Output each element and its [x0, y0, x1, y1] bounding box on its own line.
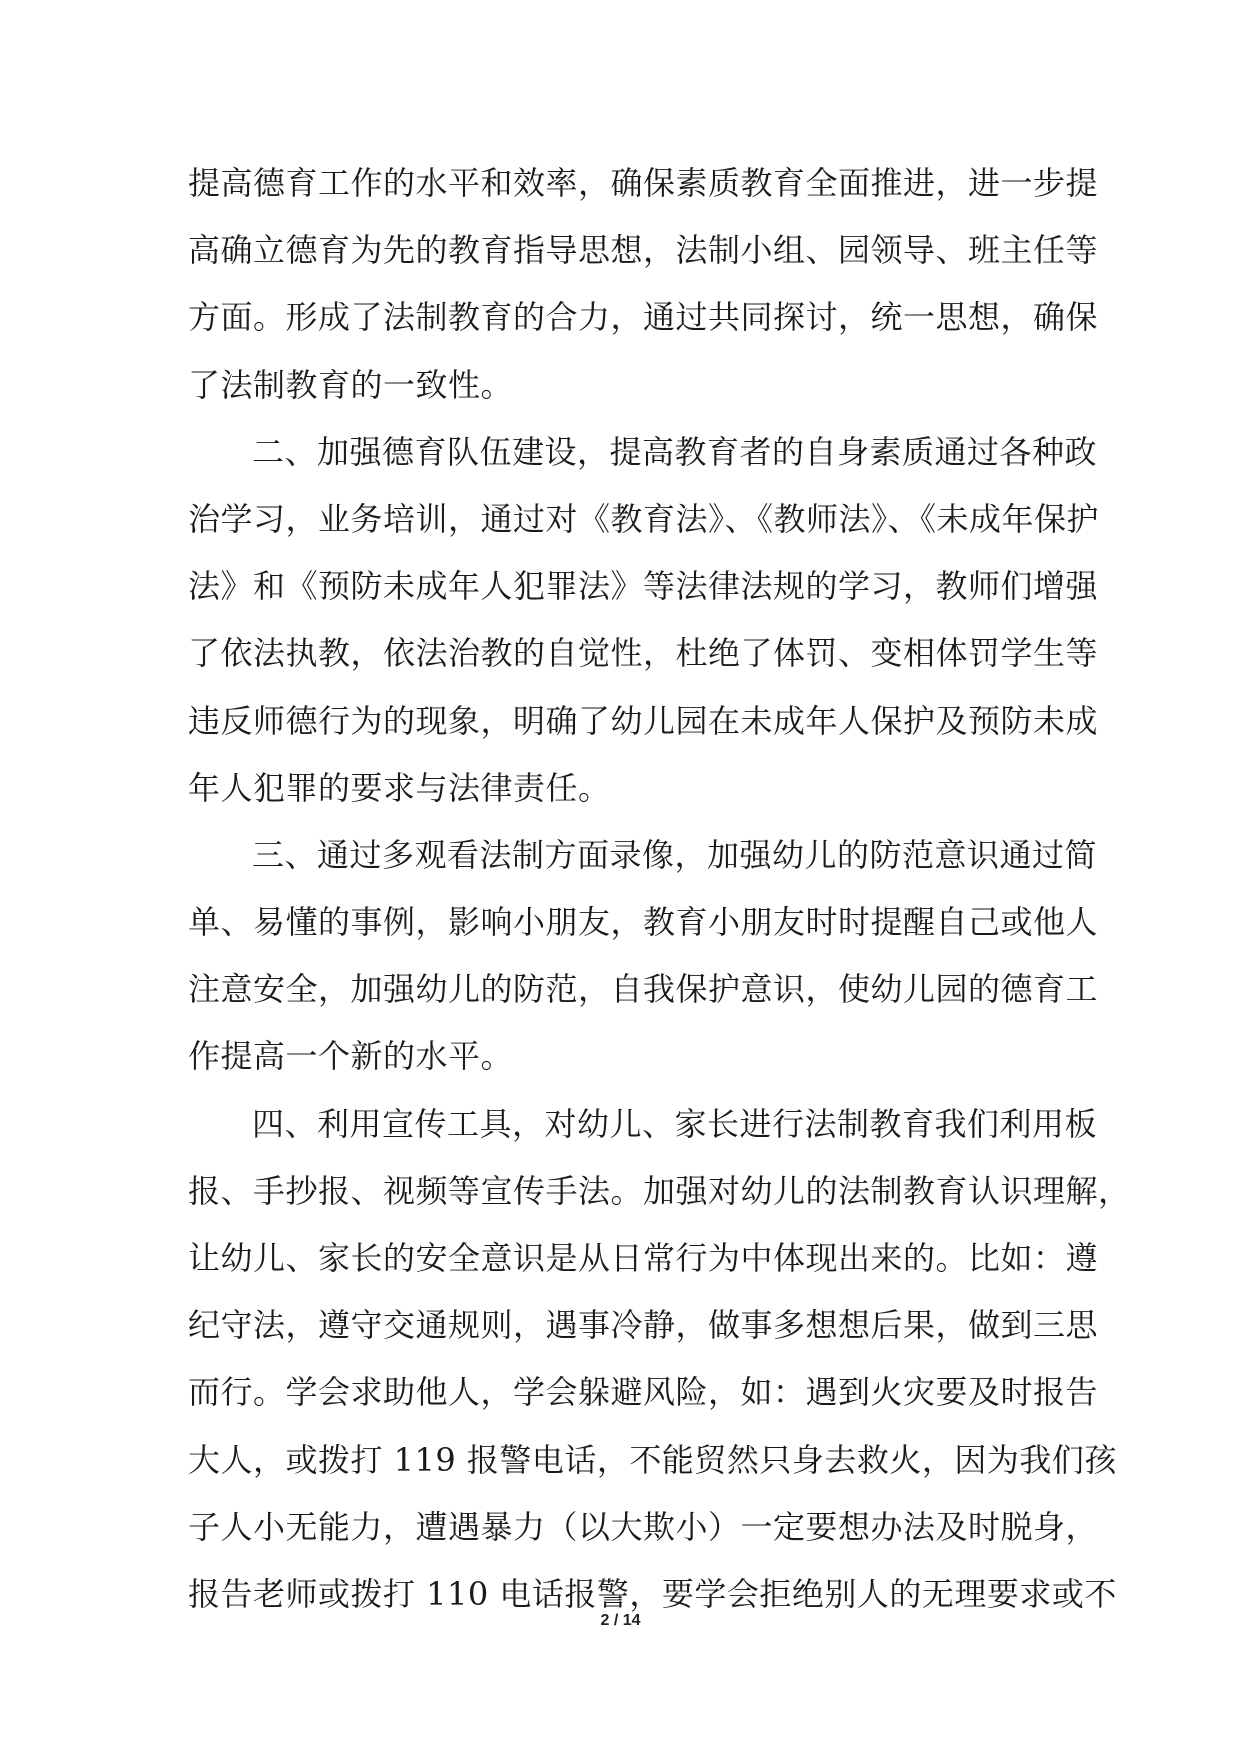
- text-line: 了依法执教，依法治教的自觉性，杜绝了体罚、变相体罚学生等: [188, 634, 1099, 673]
- text-line: 注意安全，加强幼儿的防范，自我保护意识，使幼儿园的德育工: [188, 970, 1099, 1009]
- text-line: 治学习，业务培训，通过对《教育法》、《教师法》、《未成年保护: [188, 499, 1100, 538]
- text-line: 大人，或拨打 119 报警电话，不能贸然只身去救火，因为我们孩: [188, 1440, 1117, 1479]
- paragraph-heading-line: 二、加强德育队伍建设，提高教育者的自身素质通过各种政: [252, 432, 1098, 471]
- text-line: 子人小无能力，遭遇暴力（以大欺小）一定要想办法及时脱身，: [188, 1507, 1099, 1546]
- text-line: 而行。学会求助他人，学会躲避风险，如：遇到火灾要及时报告: [188, 1373, 1099, 1412]
- paragraph-heading-line: 四、利用宣传工具，对幼儿、家长进行法制教育我们利用板: [252, 1104, 1098, 1143]
- text-line: 法》和《预防未成年人犯罪法》等法律法规的学习，教师们增强: [188, 567, 1099, 606]
- text-line: 了法制教育的一致性。: [188, 365, 514, 404]
- text-line: 年人犯罪的要求与法律责任。: [188, 768, 611, 807]
- body-text: [188, 150, 1131, 1628]
- text-line: 单、易懂的事例，影响小朋友，教育小朋友时时提醒自己或他人: [188, 903, 1099, 942]
- text-line: 报、手抄报、视频等宣传手法。加强对幼儿的法制教育认识理解，: [188, 1171, 1131, 1210]
- text-line: 提高德育工作的水平和效率，确保素质教育全面推进，进一步提: [188, 164, 1099, 202]
- paragraph-heading-line: 三、通过多观看法制方面录像，加强幼儿的防范意识通过简: [252, 835, 1098, 874]
- text-line: 纪守法，遵守交通规则，遇事冷静，做事多想想后果，做到三思: [188, 1306, 1099, 1345]
- text-line: 作提高一个新的水平。: [188, 1037, 514, 1076]
- text-line: 让幼儿、家长的安全意识是从日常行为中体现出来的。比如：遵: [188, 1239, 1099, 1277]
- text-line: 高确立德育为先的教育指导思想，法制小组、园领导、班主任等: [188, 231, 1099, 270]
- text-line: 报告老师或拨打 110 电话报警，要学会拒绝别人的无理要求或不: [188, 1574, 1117, 1613]
- page-number: 2 / 14: [600, 1612, 641, 1629]
- text-line: 违反师德行为的现象，明确了幼儿园在未成年人保护及预防未成: [188, 701, 1099, 740]
- text-line: 方面。形成了法制教育的合力，通过共同探讨，统一思想，确保: [188, 298, 1099, 337]
